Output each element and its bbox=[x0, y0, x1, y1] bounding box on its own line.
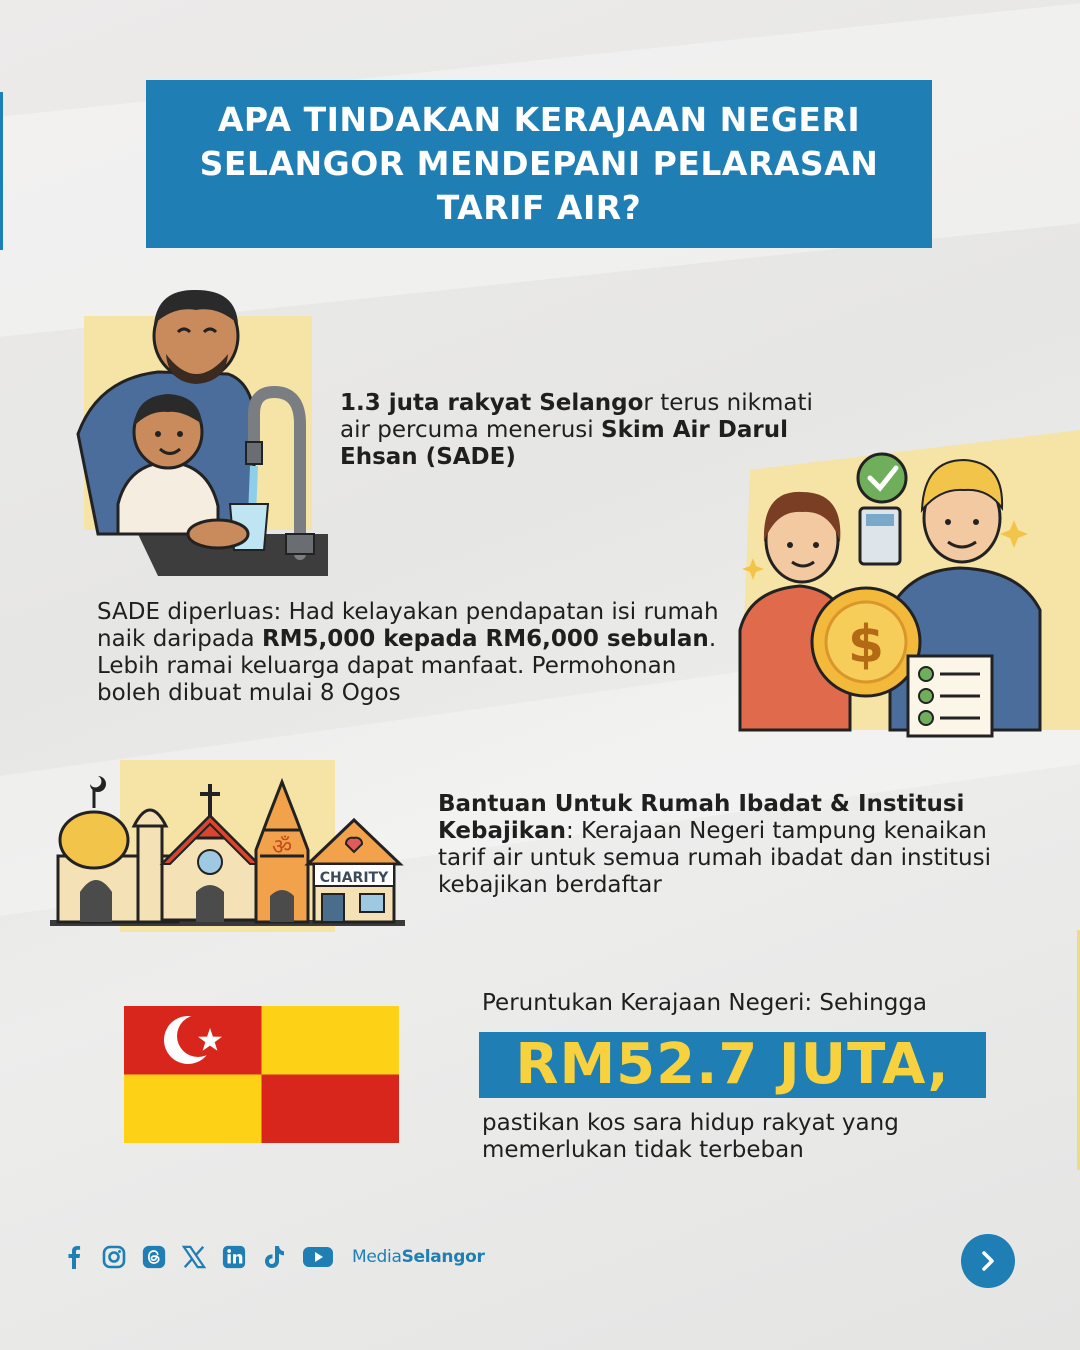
allocation-amount: RM52.7 JUTA, bbox=[515, 1032, 950, 1097]
couple-coin-illustration bbox=[740, 430, 1080, 740]
selangor-flag bbox=[124, 1006, 399, 1143]
worship-aid-body: : Kerajaan Negeri tampung kenaikan tarif air untuk semua rumah ibadat dan institusi kebajikan berdaftar bbox=[438, 818, 991, 898]
svg-text:$: $ bbox=[847, 615, 885, 675]
sade-text: r terus nikmati air percuma menerusi bbox=[340, 390, 813, 443]
worship-aid-highlight: Bantuan Untuk Rumah Ibadat & Institusi Kebajikan bbox=[438, 791, 965, 844]
allocation-intro: Peruntukan Kerajaan Negeri: Sehingga bbox=[482, 990, 928, 1016]
instagram-icon[interactable] bbox=[102, 1245, 126, 1269]
expansion-text-2: . Lebih ramai keluarga dapat manfaat. Permohonan boleh dibuat mulai 8 Ogos bbox=[97, 626, 717, 706]
sade-scheme-name: Skim Air Darul Ehsan (SADE) bbox=[340, 417, 788, 470]
threads-icon[interactable] bbox=[142, 1245, 166, 1269]
worship-charity-illustration bbox=[50, 760, 410, 930]
chevron-right-icon bbox=[976, 1249, 1000, 1273]
next-slide-button[interactable] bbox=[961, 1234, 1015, 1288]
page-title: APA TINDAKAN KERAJAAN NEGERI SELANGOR MENDEPANI PELARASAN TARIF AIR? bbox=[199, 100, 879, 227]
income-limit-highlight: RM5,000 kepada RM6,000 sebulan bbox=[261, 626, 709, 652]
linkedin-icon[interactable] bbox=[222, 1245, 246, 1269]
title-banner bbox=[146, 80, 932, 248]
expansion-text-1: SADE diperluas: Had kelayakan pendapatan isi rumah naik daripada bbox=[97, 599, 719, 652]
tiktok-icon[interactable] bbox=[262, 1245, 286, 1269]
sade-highlight: 1.3 juta rakyat Selango bbox=[340, 390, 644, 416]
svg-text:ॐ: ॐ bbox=[271, 835, 293, 860]
youtube-icon[interactable] bbox=[302, 1245, 334, 1269]
x-icon[interactable] bbox=[182, 1245, 206, 1269]
worship-aid-text bbox=[438, 791, 998, 899]
media-selangor-logo: MediaSelangor bbox=[352, 1247, 485, 1267]
sade-expansion-text bbox=[97, 599, 737, 707]
charity-sign: CHARITY bbox=[319, 870, 389, 886]
allocation-banner bbox=[479, 1032, 986, 1098]
allocation-outro: pastikan kos sara hidup rakyat yang memerlukan tidak terbeban bbox=[482, 1110, 899, 1163]
father-son-tap-illustration bbox=[78, 284, 328, 584]
social-footer bbox=[62, 1240, 485, 1274]
facebook-icon[interactable] bbox=[62, 1245, 86, 1269]
edge-accent bbox=[0, 92, 3, 250]
